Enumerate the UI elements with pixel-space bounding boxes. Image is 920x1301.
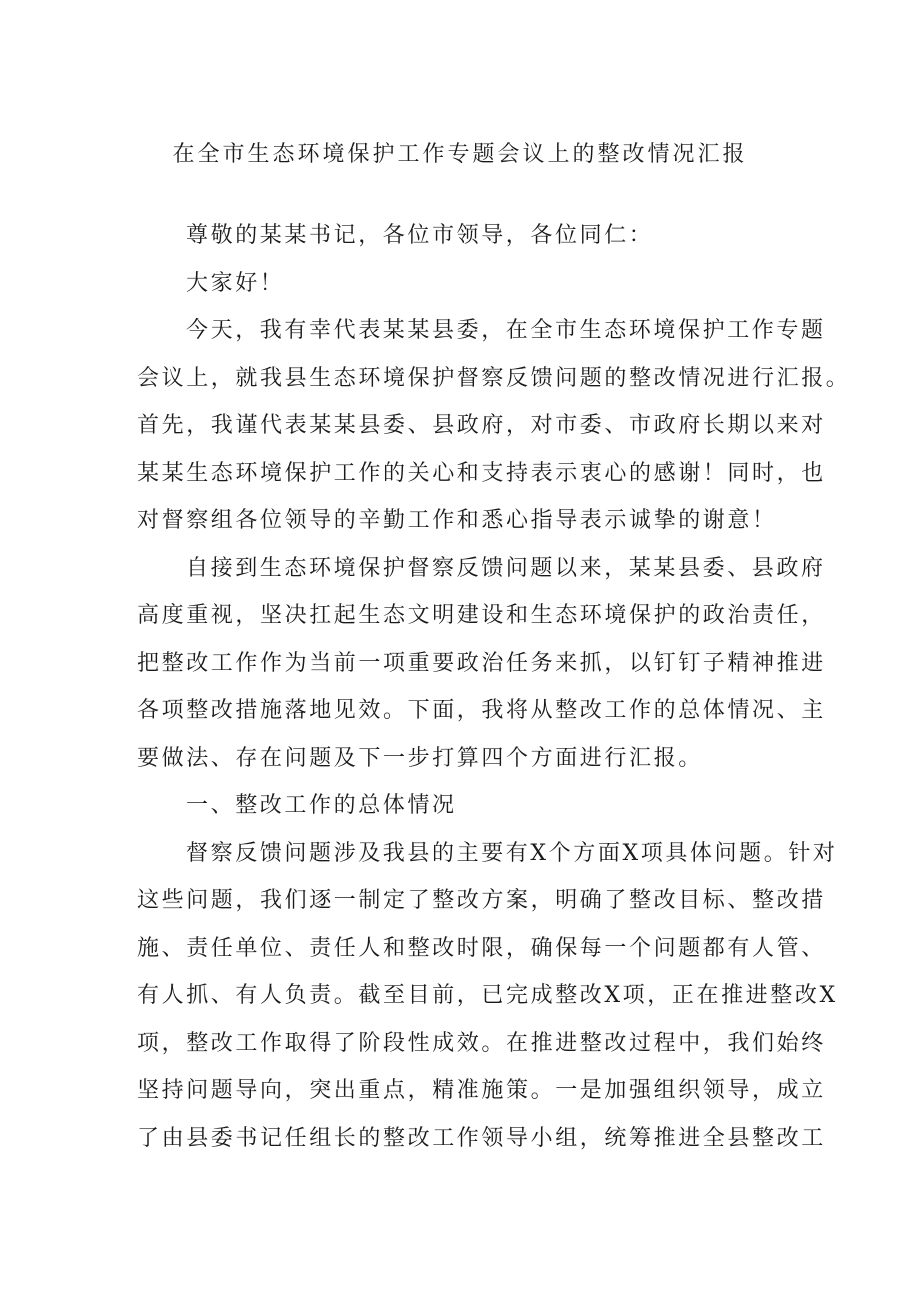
text-line: 把整改工作作为当前一项重要政治任务来抓，以钉钉子精神推进	[137, 650, 826, 676]
text-line: 今天，我有幸代表某某县委，在全市生态环境保护工作专题	[186, 318, 826, 343]
document-body	[137, 212, 851, 1162]
text-line: 对督察组各位领导的辛勤工作和悉心指导表示诚挚的谢意！	[137, 508, 777, 533]
text-line: 首先，我谨代表某某县委、县政府，对市委、市政府长期以来对	[137, 413, 826, 438]
text-line: 要做法、存在问题及下一步打算四个方面进行汇报。	[137, 745, 703, 771]
text-line: 一、整改工作的总体情况	[186, 793, 457, 818]
text-line: 了由县委书记任组长的整改工作领导小组，统筹推进全县整改工	[137, 1125, 826, 1151]
text-line: 这些问题，我们逐一制定了整改方案，明确了整改目标、整改措	[137, 888, 826, 913]
text-line: 某某生态环境保护工作的关心和支持表示衷心的感谢！同时，也	[137, 460, 826, 486]
text-line: 高度重视，坚决扛起生态文明建设和生态环境保护的政治责任，	[137, 603, 826, 628]
text-line: 有人抓、有人负责。截至目前，已完成整改X项，正在推进整改X	[137, 983, 838, 1008]
text-line: 各项整改措施落地见效。下面，我将从整改工作的总体情况、主	[137, 698, 826, 723]
text-line: 督察反馈问题涉及我县的主要有X个方面X项具体问题。针对	[186, 840, 838, 866]
text-line: 施、责任单位、责任人和整改时限，确保每一个问题都有人管、	[137, 935, 826, 961]
text-line: 大家好！	[186, 270, 285, 296]
text-line: 项，整改工作取得了阶段性成效。在推进整改过程中，我们始终	[137, 1030, 826, 1056]
text-line: 会议上，就我县生态环境保护督察反馈问题的整改情况进行汇报。	[137, 365, 851, 391]
text-line: 坚持问题导向，突出重点，精准施策。一是加强组织领导，成立	[137, 1078, 826, 1103]
document-title: 在全市生态环境保护工作专题会议上的整改情况汇报	[172, 142, 748, 167]
text-line: 尊敬的某某书记，各位市领导，各位同仁：	[186, 223, 654, 248]
text-line: 自接到生态环境保护督察反馈问题以来，某某县委、县政府	[186, 555, 826, 581]
